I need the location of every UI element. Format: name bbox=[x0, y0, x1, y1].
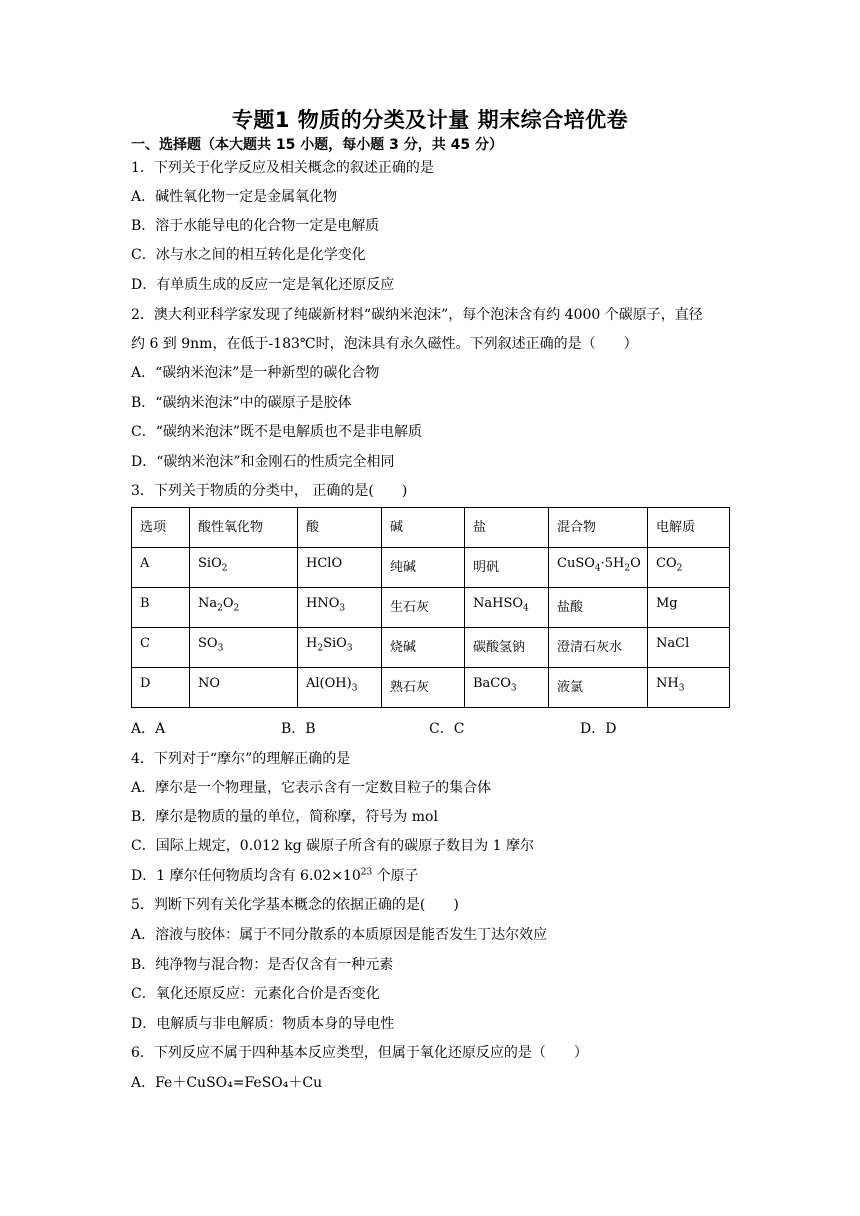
table-row bbox=[132, 548, 730, 588]
document-title: 专题1 物质的分类及计量 期末综合培优卷 bbox=[231, 108, 629, 132]
cell-option: A bbox=[132, 548, 190, 588]
q2-stem-line2: 约 6 到 9nm，在低于-183℃时，泡沫具有永久磁性。下列叙述正确的是（ ） bbox=[131, 336, 638, 352]
q6-stem: 6．下列反应不属于四种基本反应类型，但属于氧化还原反应的是（ ） bbox=[131, 1045, 588, 1061]
cell-salt: 明矾 bbox=[465, 548, 549, 588]
q2-option-a: A．“碳纳米泡沫”是一种新型的碳化合物 bbox=[131, 365, 380, 381]
q5-option-c: C．氧化还原反应：元素化合价是否变化 bbox=[131, 986, 380, 1002]
table-row bbox=[132, 668, 730, 708]
q1-option-a: A．碱性氧化物一定是金属氧化物 bbox=[131, 189, 338, 205]
cell-acid: $H_2SiO_3$ bbox=[298, 628, 382, 668]
cell-salt: 碳酸氢钠 bbox=[465, 628, 549, 668]
cell-acidic-oxide: NO bbox=[190, 668, 298, 708]
q4-stem: 4．下列对于“摩尔”的理解正确的是 bbox=[131, 751, 351, 767]
q5-option-a: A．溶液与胶体：属于不同分散系的本质原因是能否发生丁达尔效应 bbox=[131, 927, 548, 943]
q1-option-b: B．溶于水能导电的化合物一定是电解质 bbox=[131, 218, 380, 234]
q4-option-d: D．1 摩尔任何物质均含有 $6.02\times 10^{23}$ 个原子 bbox=[131, 867, 419, 884]
cell-option: B bbox=[132, 588, 190, 628]
q2-option-c: C．“碳纳米泡沫”既不是电解质也不是非电解质 bbox=[131, 424, 423, 440]
header-option: 选项 bbox=[132, 508, 190, 548]
q2-option-d: D．“碳纳米泡沫”和金刚石的性质完全相同 bbox=[131, 454, 395, 470]
q3-options bbox=[131, 718, 731, 738]
cell-base: 烧碱 bbox=[382, 628, 465, 668]
cell-base: 熟石灰 bbox=[382, 668, 465, 708]
header-mixture: 混合物 bbox=[549, 508, 648, 548]
q5-stem: 5．判断下列有关化学基本概念的依据正确的是( ) bbox=[131, 897, 459, 913]
q4-option-c: C．国际上规定，0.012 kg 碳原子所含有的碳原子数目为 1 摩尔 bbox=[131, 838, 534, 854]
q3-option-b: B．B bbox=[281, 721, 316, 737]
cell-acid: $HNO_3$ bbox=[298, 588, 382, 628]
q4-option-b: B．摩尔是物质的量的单位，简称摩，符号为 mol bbox=[131, 809, 438, 825]
q3-option-a: A．A bbox=[131, 721, 166, 737]
header-electrolyte: 电解质 bbox=[648, 508, 730, 548]
cell-base: 纯碱 bbox=[382, 548, 465, 588]
q1-option-c: C．冰与水之间的相互转化是化学变化 bbox=[131, 247, 366, 263]
table-row bbox=[132, 588, 730, 628]
cell-salt: BaCO$_3$ bbox=[465, 668, 549, 708]
q2-stem-line1: 2．澳大利亚科学家发现了纯碳新材料“碳纳米泡沫”，每个泡沫含有约 4000 个碳原子，直径 bbox=[131, 307, 703, 323]
table-row bbox=[132, 628, 730, 668]
cell-electrolyte: NaCl bbox=[648, 628, 730, 668]
header-salt: 盐 bbox=[465, 508, 549, 548]
cell-mixture: 液氯 bbox=[549, 668, 648, 708]
q3-option-d: D．D bbox=[580, 721, 617, 737]
cell-option: D bbox=[132, 668, 190, 708]
cell-salt: NaHSO$_4$ bbox=[465, 588, 549, 628]
q5-option-b: B．纯净物与混合物：是否仅含有一种元素 bbox=[131, 957, 394, 973]
q4-option-a: A．摩尔是一个物理量，它表示含有一定数目粒子的集合体 bbox=[131, 780, 492, 796]
q6-option-a: A．Fe＋CuSO₄=FeSO₄＋Cu bbox=[131, 1075, 323, 1091]
q3-stem: 3．下列关于物质的分类中， 正确的是( ) bbox=[131, 483, 408, 499]
cell-option: C bbox=[132, 628, 190, 668]
cell-acid: $Al(OH)_3$ bbox=[298, 668, 382, 708]
header-acid: 酸 bbox=[298, 508, 382, 548]
cell-mixture: 盐酸 bbox=[549, 588, 648, 628]
header-base: 碱 bbox=[382, 508, 465, 548]
table-header-row bbox=[132, 508, 730, 548]
cell-acidic-oxide: $SO_3$ bbox=[190, 628, 298, 668]
header-acidic-oxide: 酸性氧化物 bbox=[190, 508, 298, 548]
cell-acidic-oxide: $Na_2O_2$ bbox=[190, 588, 298, 628]
cell-acid: HClO bbox=[298, 548, 382, 588]
cell-acidic-oxide: SiO$_2$ bbox=[190, 548, 298, 588]
section-heading: 一、选择题（本大题共 15 小题，每小题 3 分，共 45 分） bbox=[131, 137, 503, 153]
q3-option-c: C．C bbox=[429, 721, 465, 737]
q5-option-d: D．电解质与非电解质：物质本身的导电性 bbox=[131, 1016, 395, 1032]
q1-stem: 1．下列关于化学反应及相关概念的叙述正确的是 bbox=[131, 160, 434, 176]
classification-table bbox=[131, 507, 730, 708]
q1-option-d: D．有单质生成的反应一定是氧化还原反应 bbox=[131, 277, 395, 293]
cell-electrolyte: Mg bbox=[648, 588, 730, 628]
cell-base: 生石灰 bbox=[382, 588, 465, 628]
cell-electrolyte: $CO_2$ bbox=[648, 548, 730, 588]
q2-option-b: B．“碳纳米泡沫”中的碳原子是胶体 bbox=[131, 395, 352, 411]
cell-mixture: $CuSO_4\cdot 5H_2O$ bbox=[549, 548, 648, 588]
cell-mixture: 澄清石灰水 bbox=[549, 628, 648, 668]
cell-electrolyte: $NH_3$ bbox=[648, 668, 730, 708]
